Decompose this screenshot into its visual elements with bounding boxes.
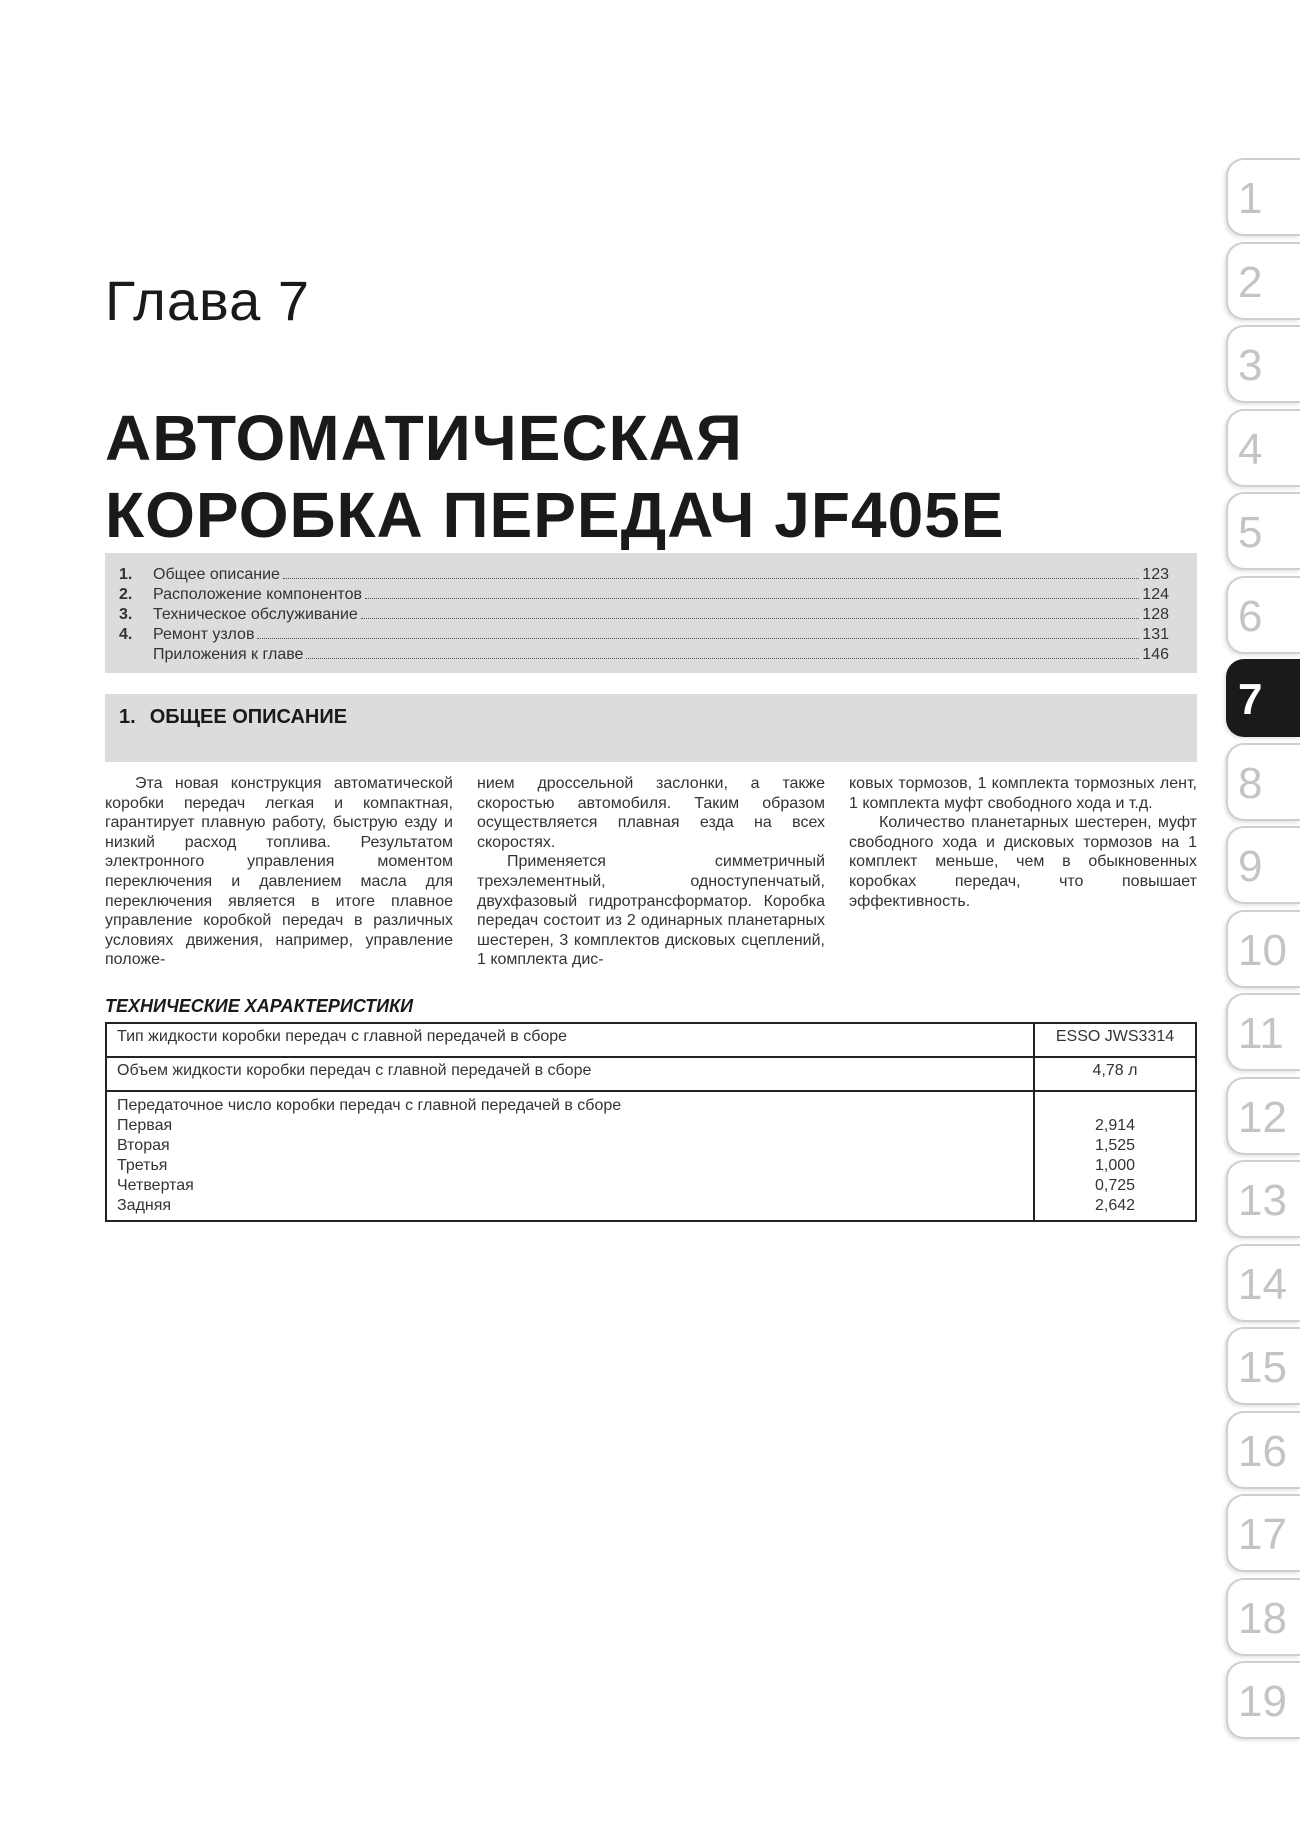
gear-ratio: 1,000 <box>1094 1157 1136 1174</box>
gear-ratio: 0,725 <box>1094 1177 1136 1194</box>
gear-ratio: 2,642 <box>1094 1197 1136 1214</box>
toc-entry[interactable] <box>119 565 1169 585</box>
toc-leader <box>257 638 1139 639</box>
text-column-1 <box>105 774 453 970</box>
specs-table <box>105 1022 1197 1222</box>
paragraph: нием дроссельной заслонки, а также скоростью автомобиля. Таким образом осуществляется плавная езда на всех скоростях. <box>477 775 825 851</box>
chapter-tab-9[interactable]: 9 <box>1226 826 1300 904</box>
toc-label: Техническое обслуживание <box>153 606 358 623</box>
chapter-tab-19[interactable]: 19 <box>1226 1661 1300 1739</box>
toc-entry[interactable] <box>119 645 1169 665</box>
chapter-tab-11[interactable]: 11 <box>1226 993 1300 1071</box>
spec-label: Объем жидкости коробки передач с главной передачей в сборе <box>106 1057 1034 1091</box>
chapter-label: Глава 7 <box>105 269 310 332</box>
toc-number: 3. <box>119 606 133 623</box>
toc-page: 124 <box>1142 586 1169 603</box>
toc-leader <box>306 658 1139 659</box>
chapter-tab-16[interactable]: 16 <box>1226 1411 1300 1489</box>
spec-label: Передаточное число коробки передач с главной передачей в сборе <box>117 1097 622 1114</box>
ratio-labels <box>106 1091 1034 1221</box>
chapter-tab-4[interactable]: 4 <box>1226 409 1300 487</box>
chapter-tab-10[interactable]: 10 <box>1226 910 1300 988</box>
chapter-tab-14[interactable]: 14 <box>1226 1244 1300 1322</box>
chapter-title-line2: КОРОБКА ПЕРЕДАЧ JF405E <box>105 479 1005 551</box>
specs-heading: ТЕХНИЧЕСКИЕ ХАРАКТЕРИСТИКИ <box>105 996 414 1016</box>
spec-value: 4,78 л <box>1034 1057 1196 1091</box>
paragraph: Применяется симметричный трехэлементный, одноступенчатый, двухфазовый гидротрансформатор. Коробка передач состоит из 2 одинарных планетарных шестерен, 3 комплектов дисковых сцеплений, 1 комплекта дис- <box>477 853 825 969</box>
toc-label: Общее описание <box>153 566 280 583</box>
toc-entry[interactable] <box>119 585 1169 605</box>
gear-name: Третья <box>117 1157 168 1174</box>
chapter-title <box>105 400 1004 554</box>
toc-label: Расположение компонентов <box>153 586 362 603</box>
toc-entry[interactable] <box>119 605 1169 625</box>
table-row <box>106 1023 1196 1057</box>
toc-leader <box>365 598 1139 599</box>
chapter-tab-12[interactable]: 12 <box>1226 1077 1300 1155</box>
spec-label: Тип жидкости коробки передач с главной передачей в сборе <box>106 1023 1034 1057</box>
gear-name: Задняя <box>117 1197 172 1214</box>
section-heading <box>105 694 1197 762</box>
chapter-tab-8[interactable]: 8 <box>1226 743 1300 821</box>
toc-number: 4. <box>119 626 133 643</box>
chapter-tab-1[interactable]: 1 <box>1226 158 1300 236</box>
toc-leader <box>283 578 1139 579</box>
chapter-tab-5[interactable]: 5 <box>1226 492 1300 570</box>
toc-label: Ремонт узлов <box>153 626 255 643</box>
spec-value: ESSO JWS3314 <box>1034 1023 1196 1057</box>
table-of-contents <box>105 553 1197 673</box>
paragraph: Количество планетарных шестерен, муфт свободного хода и дисковых тормозов на 1 комплект меньше, чем в обыкновенных коробках передач, что повышает эффективность. <box>849 814 1197 910</box>
chapter-tab-15[interactable]: 15 <box>1226 1327 1300 1405</box>
table-row <box>106 1057 1196 1091</box>
toc-entry[interactable] <box>119 625 1169 645</box>
chapter-tab-3[interactable]: 3 <box>1226 325 1300 403</box>
paragraph: ковых тормозов, 1 комплекта тормозных лент, 1 комплекта муфт свободного хода и т.д. <box>849 775 1197 812</box>
text-column-2 <box>477 774 825 970</box>
toc-page: 123 <box>1142 566 1169 583</box>
chapter-tab-18[interactable]: 18 <box>1226 1578 1300 1656</box>
gear-name: Четвертая <box>117 1177 194 1194</box>
gear-name: Вторая <box>117 1137 170 1154</box>
gear-ratio: 2,914 <box>1094 1117 1136 1134</box>
table-row <box>106 1091 1196 1221</box>
paragraph: Эта новая конструкция автоматической коробки передач легкая и компактная, гарантирует плавную работу, быструю езду и низкий расход топлива. Результатом электронного управления моментом переключения и давлением масла для переключения является в итоге плавное управление коробкой передач в различных условиях движения, например, управление положе- <box>105 775 453 969</box>
toc-page: 146 <box>1142 646 1169 663</box>
chapter-tab-2[interactable]: 2 <box>1226 242 1300 320</box>
toc-label: Приложения к главе <box>153 646 304 663</box>
gear-name: Первая <box>117 1117 173 1134</box>
chapter-tab-7[interactable]: 7 <box>1226 659 1300 737</box>
chapter-tab-13[interactable]: 13 <box>1226 1160 1300 1238</box>
section-number: 1. <box>119 706 136 728</box>
chapter-tab-17[interactable]: 17 <box>1226 1494 1300 1572</box>
chapter-title-line1: АВТОМАТИЧЕСКАЯ <box>105 402 743 474</box>
toc-page: 128 <box>1142 606 1169 623</box>
section-title: ОБЩЕЕ ОПИСАНИЕ <box>149 706 348 728</box>
toc-page: 131 <box>1142 626 1169 643</box>
toc-number: 1. <box>119 566 133 583</box>
toc-leader <box>361 618 1140 619</box>
text-column-3 <box>849 774 1197 911</box>
ratio-values <box>1034 1091 1196 1221</box>
gear-ratio: 1,525 <box>1094 1137 1136 1154</box>
chapter-tab-6[interactable]: 6 <box>1226 576 1300 654</box>
toc-number: 2. <box>119 586 133 603</box>
